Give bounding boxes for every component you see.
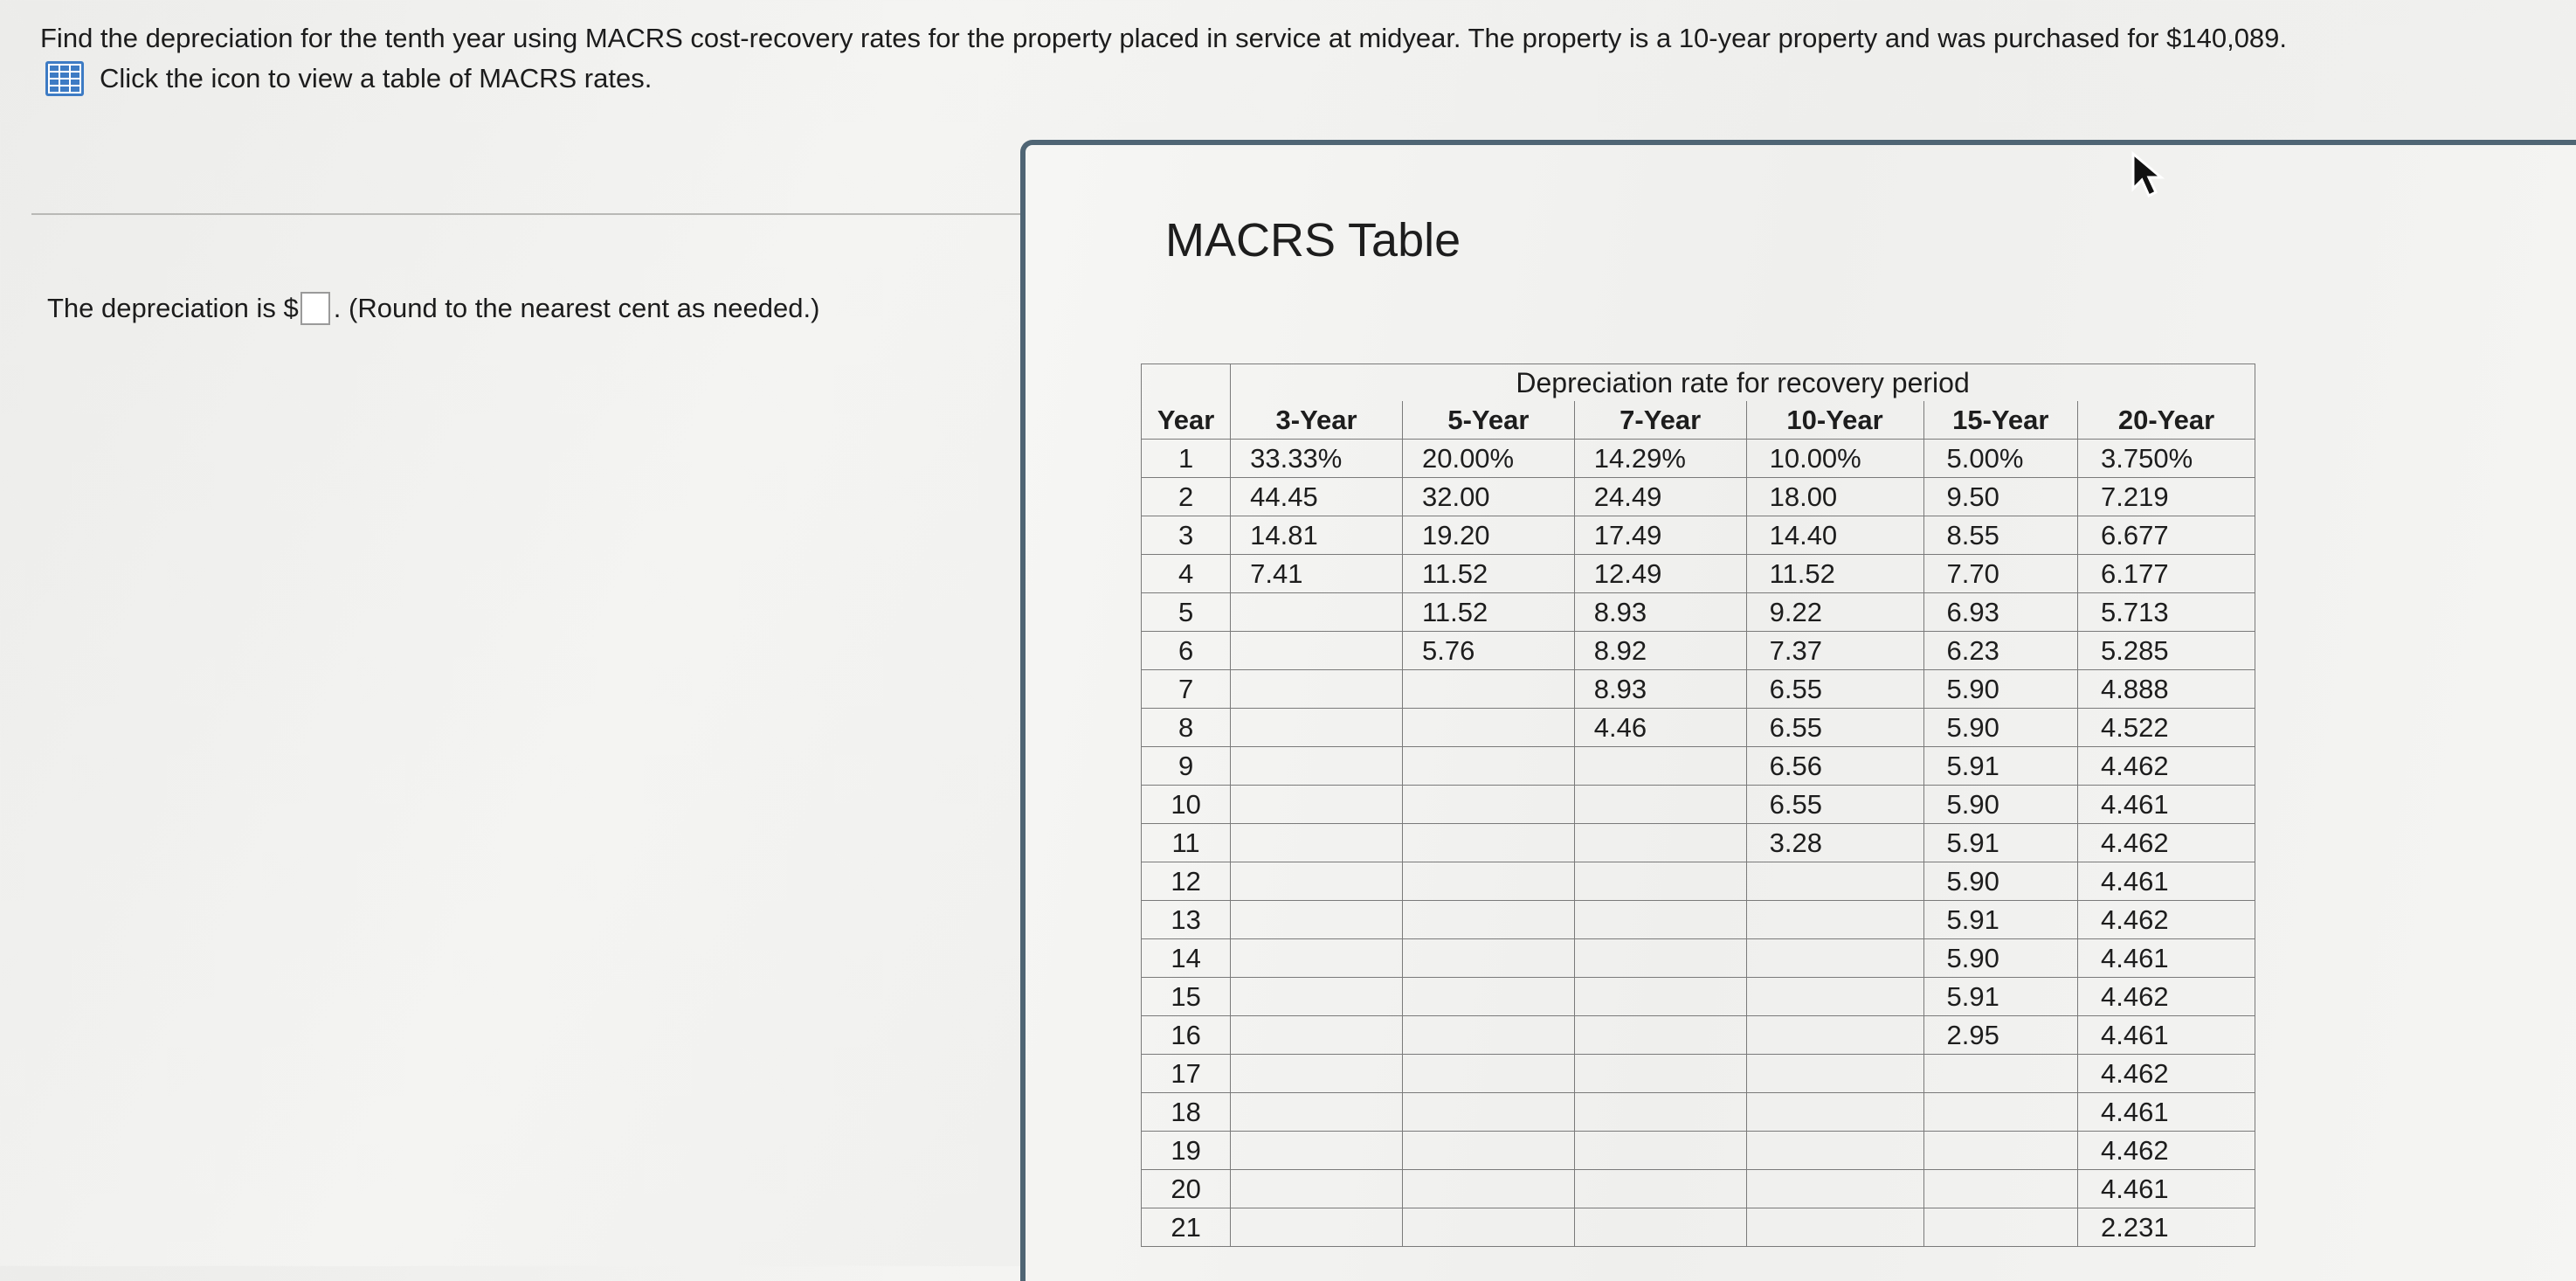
rate-cell: 6.177	[2078, 555, 2255, 593]
rate-cell: 5.90	[1923, 670, 2077, 709]
macrs-table-body	[1142, 440, 2255, 1247]
rate-cell	[1402, 1170, 1574, 1208]
rate-cell	[1746, 1208, 1923, 1247]
year-cell: 4	[1142, 555, 1231, 593]
table-row	[1142, 1208, 2255, 1247]
rate-cell	[1231, 786, 1403, 824]
header-year: Year	[1142, 401, 1231, 440]
rate-cell: 5.90	[1923, 709, 2077, 747]
table-row	[1142, 901, 2255, 939]
rate-cell	[1231, 709, 1403, 747]
rate-cell: 8.55	[1923, 516, 2077, 555]
rate-cell	[1923, 1093, 2077, 1132]
rate-cell: 2.95	[1923, 1016, 2077, 1055]
rate-cell	[1402, 786, 1574, 824]
rate-cell	[1231, 670, 1403, 709]
rate-cell: 5.91	[1923, 747, 2077, 786]
rate-cell: 11.52	[1402, 555, 1574, 593]
rate-cell: 9.22	[1746, 593, 1923, 632]
rate-cell: 4.461	[2078, 786, 2255, 824]
rate-cell: 8.93	[1574, 670, 1746, 709]
table-row	[1142, 786, 2255, 824]
rate-cell	[1402, 939, 1574, 978]
table-row	[1142, 1132, 2255, 1170]
rate-cell	[1574, 1132, 1746, 1170]
table-row	[1142, 440, 2255, 478]
rate-cell	[1231, 747, 1403, 786]
rate-cell: 6.93	[1923, 593, 2077, 632]
rate-cell: 6.55	[1746, 670, 1923, 709]
year-cell: 21	[1142, 1208, 1231, 1247]
table-row	[1142, 939, 2255, 978]
rate-cell: 5.713	[2078, 593, 2255, 632]
rate-cell: 4.461	[2078, 939, 2255, 978]
answer-row	[47, 288, 819, 329]
rate-cell	[1402, 901, 1574, 939]
header-3-year: 3-Year	[1231, 401, 1403, 440]
rate-cell: 4.462	[2078, 978, 2255, 1016]
table-row	[1142, 593, 2255, 632]
rate-cell: 8.92	[1574, 632, 1746, 670]
year-cell: 6	[1142, 632, 1231, 670]
rate-cell: 5.91	[1923, 901, 2077, 939]
rate-cell: 7.219	[2078, 478, 2255, 516]
rate-cell	[1402, 1055, 1574, 1093]
table-grid-icon[interactable]	[45, 61, 84, 96]
rate-cell: 6.56	[1746, 747, 1923, 786]
answer-rounding-note: . (Round to the nearest cent as needed.)	[333, 293, 820, 323]
rate-cell: 24.49	[1574, 478, 1746, 516]
table-row	[1142, 516, 2255, 555]
rate-cell: 5.90	[1923, 786, 2077, 824]
rate-cell: 5.91	[1923, 824, 2077, 862]
rate-cell	[1231, 1055, 1403, 1093]
rate-cell: 5.76	[1402, 632, 1574, 670]
year-cell: 8	[1142, 709, 1231, 747]
rate-cell: 6.55	[1746, 786, 1923, 824]
rate-cell	[1402, 978, 1574, 1016]
table-row	[1142, 709, 2255, 747]
rate-cell	[1231, 901, 1403, 939]
year-cell: 3	[1142, 516, 1231, 555]
rate-cell: 3.750%	[2078, 440, 2255, 478]
rate-cell	[1746, 1093, 1923, 1132]
rate-cell: 11.52	[1746, 555, 1923, 593]
rate-cell	[1402, 670, 1574, 709]
rate-cell: 4.888	[2078, 670, 2255, 709]
depreciation-answer-input[interactable]	[300, 292, 330, 325]
year-cell: 16	[1142, 1016, 1231, 1055]
rate-cell: 6.23	[1923, 632, 2077, 670]
rate-cell: 9.50	[1923, 478, 2077, 516]
rate-cell: 7.37	[1746, 632, 1923, 670]
macrs-table-hint[interactable]: Click the icon to view a table of MACRS rates.	[100, 63, 653, 93]
rate-cell	[1231, 1093, 1403, 1132]
header-7-year: 7-Year	[1574, 401, 1746, 440]
header-15-year: 15-Year	[1923, 401, 2077, 440]
rate-cell: 2.231	[2078, 1208, 2255, 1247]
rate-cell: 5.00%	[1923, 440, 2077, 478]
rate-cell	[1923, 1055, 2077, 1093]
table-row	[1142, 1055, 2255, 1093]
rate-cell	[1574, 901, 1746, 939]
rate-cell: 44.45	[1231, 478, 1403, 516]
rate-cell: 4.462	[2078, 1132, 2255, 1170]
rate-cell	[1402, 1093, 1574, 1132]
rate-cell	[1402, 709, 1574, 747]
year-cell: 14	[1142, 939, 1231, 978]
rate-cell	[1231, 1132, 1403, 1170]
rate-cell	[1402, 1132, 1574, 1170]
rate-cell	[1231, 824, 1403, 862]
answer-prefix: The depreciation is $	[47, 293, 299, 323]
year-cell: 1	[1142, 440, 1231, 478]
rate-cell	[1746, 939, 1923, 978]
rate-cell	[1574, 1093, 1746, 1132]
rate-cell: 5.285	[2078, 632, 2255, 670]
rate-cell	[1574, 786, 1746, 824]
rate-cell: 4.462	[2078, 824, 2255, 862]
table-row	[1142, 862, 2255, 901]
rate-cell	[1402, 1016, 1574, 1055]
year-cell: 15	[1142, 978, 1231, 1016]
rate-cell: 4.522	[2078, 709, 2255, 747]
rate-cell	[1231, 1208, 1403, 1247]
header-20-year: 20-Year	[2078, 401, 2255, 440]
rate-cell: 4.462	[2078, 901, 2255, 939]
rate-cell	[1402, 862, 1574, 901]
rate-cell	[1574, 824, 1746, 862]
year-cell: 2	[1142, 478, 1231, 516]
rate-cell: 10.00%	[1746, 440, 1923, 478]
table-row	[1142, 632, 2255, 670]
year-cell: 12	[1142, 862, 1231, 901]
question-text: Find the depreciation for the tenth year using MACRS cost-recovery rates for the property placed in service at midyear. The property is a 10-year property and was purchased for $140,089.	[40, 23, 2288, 53]
rate-cell	[1574, 862, 1746, 901]
rate-cell: 19.20	[1402, 516, 1574, 555]
rate-cell	[1231, 1170, 1403, 1208]
rate-cell: 14.81	[1231, 516, 1403, 555]
rate-cell: 4.461	[2078, 862, 2255, 901]
rate-cell	[1746, 1055, 1923, 1093]
macrs-rates-table	[1141, 364, 2255, 1247]
rate-cell	[1923, 1170, 2077, 1208]
rate-cell	[1574, 978, 1746, 1016]
rate-cell: 12.49	[1574, 555, 1746, 593]
table-row	[1142, 1016, 2255, 1055]
rate-cell	[1574, 1208, 1746, 1247]
rate-cell	[1231, 1016, 1403, 1055]
year-cell: 5	[1142, 593, 1231, 632]
rate-cell	[1402, 747, 1574, 786]
rate-cell	[1746, 862, 1923, 901]
rate-cell: 5.90	[1923, 939, 2077, 978]
year-cell: 7	[1142, 670, 1231, 709]
rate-cell: 6.677	[2078, 516, 2255, 555]
rate-cell	[1231, 939, 1403, 978]
rate-cell: 14.40	[1746, 516, 1923, 555]
table-row	[1142, 670, 2255, 709]
table-caption: Depreciation rate for recovery period	[1231, 364, 2255, 402]
rate-cell	[1574, 1016, 1746, 1055]
rate-cell: 4.462	[2078, 747, 2255, 786]
table-row	[1142, 1170, 2255, 1208]
rate-cell: 5.90	[1923, 862, 2077, 901]
rate-cell: 3.28	[1746, 824, 1923, 862]
macrs-table-link[interactable]	[45, 58, 652, 100]
popup-title: MACRS Table	[1165, 214, 1461, 267]
year-cell: 19	[1142, 1132, 1231, 1170]
rate-cell	[1923, 1208, 2077, 1247]
rate-cell: 4.462	[2078, 1055, 2255, 1093]
rate-cell	[1923, 1132, 2077, 1170]
table-row	[1142, 555, 2255, 593]
caption-spacer	[1142, 364, 1231, 402]
rate-cell: 14.29%	[1574, 440, 1746, 478]
table-row	[1142, 978, 2255, 1016]
rate-cell: 4.461	[2078, 1016, 2255, 1055]
year-cell: 11	[1142, 824, 1231, 862]
rate-cell: 32.00	[1402, 478, 1574, 516]
table-row	[1142, 747, 2255, 786]
rate-cell	[1746, 1170, 1923, 1208]
rate-cell: 17.49	[1574, 516, 1746, 555]
rate-cell	[1746, 978, 1923, 1016]
rate-cell	[1231, 978, 1403, 1016]
rate-cell	[1746, 901, 1923, 939]
rate-cell	[1574, 1055, 1746, 1093]
rate-cell: 4.461	[2078, 1170, 2255, 1208]
rate-cell: 20.00%	[1402, 440, 1574, 478]
mouse-cursor-icon	[2130, 150, 2168, 203]
rate-cell	[1231, 862, 1403, 901]
rate-cell: 33.33%	[1231, 440, 1403, 478]
rate-cell: 18.00	[1746, 478, 1923, 516]
rate-cell	[1746, 1016, 1923, 1055]
rate-cell: 4.461	[2078, 1093, 2255, 1132]
table-row	[1142, 824, 2255, 862]
rate-cell: 7.70	[1923, 555, 2077, 593]
section-divider	[31, 213, 1020, 215]
year-cell: 18	[1142, 1093, 1231, 1132]
rate-cell: 5.91	[1923, 978, 2077, 1016]
rate-cell	[1574, 1170, 1746, 1208]
rate-cell	[1402, 824, 1574, 862]
year-cell: 17	[1142, 1055, 1231, 1093]
table-row	[1142, 478, 2255, 516]
rate-cell	[1402, 1208, 1574, 1247]
rate-cell	[1231, 593, 1403, 632]
table-row	[1142, 1093, 2255, 1132]
year-cell: 10	[1142, 786, 1231, 824]
rate-cell: 4.46	[1574, 709, 1746, 747]
rate-cell	[1574, 747, 1746, 786]
rate-cell: 11.52	[1402, 593, 1574, 632]
year-cell: 13	[1142, 901, 1231, 939]
rate-cell: 8.93	[1574, 593, 1746, 632]
header-10-year: 10-Year	[1746, 401, 1923, 440]
rate-cell	[1746, 1132, 1923, 1170]
year-cell: 9	[1142, 747, 1231, 786]
rate-cell: 6.55	[1746, 709, 1923, 747]
rate-cell	[1231, 632, 1403, 670]
rate-cell	[1574, 939, 1746, 978]
year-cell: 20	[1142, 1170, 1231, 1208]
rate-cell: 7.41	[1231, 555, 1403, 593]
header-5-year: 5-Year	[1402, 401, 1574, 440]
